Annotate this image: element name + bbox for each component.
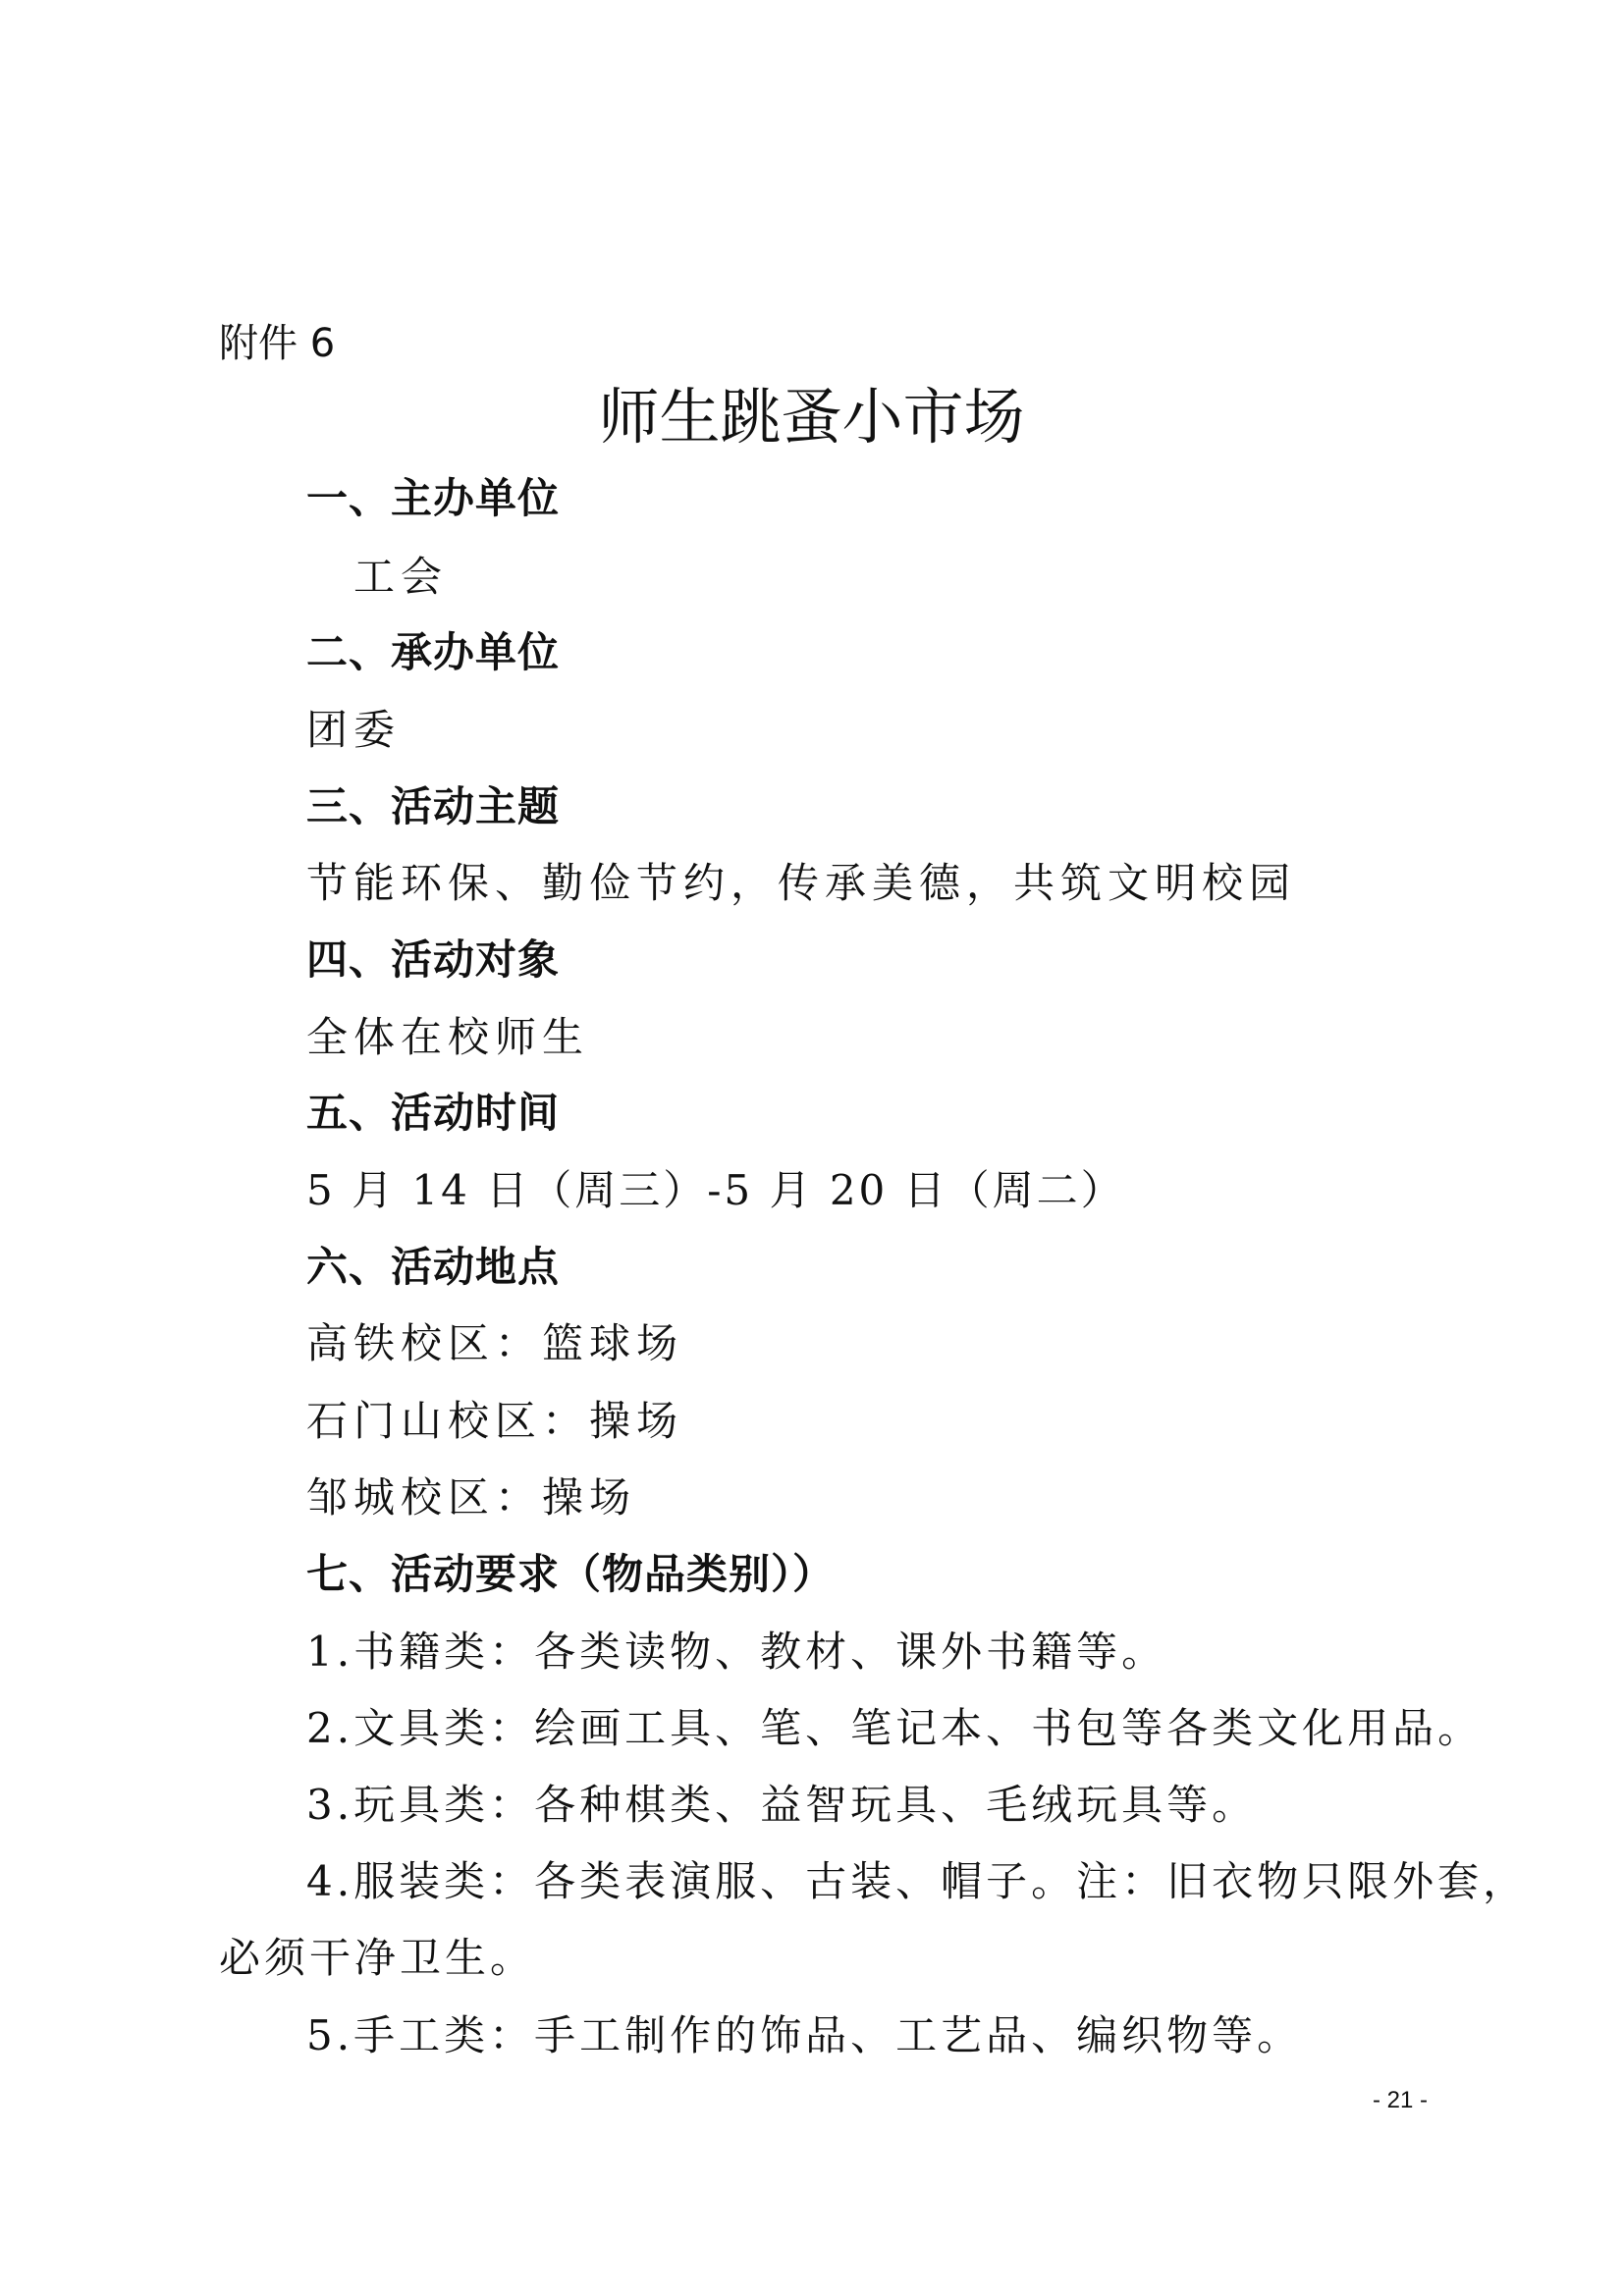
page-number: - 21 - (1373, 2087, 1429, 2113)
location-item: 高铁校区：篮球场 (306, 1319, 684, 1367)
section-text-theme: 节能环保、勤俭节约，传承美德，共筑文明校园 (306, 859, 1297, 907)
section-heading-organizer: 一、主办单位 (306, 474, 561, 522)
section-text-undertaker: 团委 (306, 706, 402, 754)
requirement-item: 4.服装类：各类表演服、古装、帽子。注：旧衣物只限外套， (306, 1857, 1529, 1905)
document-title: 师生跳蚤小市场 (598, 381, 1025, 453)
location-item: 石门山校区：操场 (306, 1397, 684, 1445)
requirement-item: 3.玩具类：各种棋类、益智玩具、毛绒玩具等。 (306, 1781, 1258, 1829)
section-heading-theme: 三、活动主题 (306, 782, 561, 830)
section-text-time: 5 月 14 日（周三）-5 月 20 日（周二） (306, 1166, 1125, 1214)
requirement-item: 5.手工类：手工制作的饰品、工艺品、编织物等。 (306, 2011, 1303, 2059)
section-heading-participants: 四、活动对象 (306, 935, 561, 984)
section-text-participants: 全体在校师生 (306, 1013, 590, 1061)
requirement-item-continuation: 必须干净卫生。 (219, 1934, 536, 1982)
location-item: 邹城校区：操场 (306, 1473, 637, 1522)
section-heading-requirements: 七、活动要求（物品类别）） (306, 1550, 836, 1598)
section-heading-time: 五、活动时间 (306, 1089, 561, 1137)
requirement-item: 1.书籍类：各类读物、教材、课外书籍等。 (306, 1628, 1167, 1676)
requirement-item: 2.文具类：绘画工具、笔、笔记本、书包等各类文化用品。 (306, 1704, 1484, 1752)
section-heading-location: 六、活动地点 (306, 1243, 561, 1291)
section-text-organizer: 工会 (353, 553, 449, 601)
annex-label: 附件 6 (219, 321, 336, 366)
section-heading-undertaker: 二、承办单位 (306, 628, 561, 676)
